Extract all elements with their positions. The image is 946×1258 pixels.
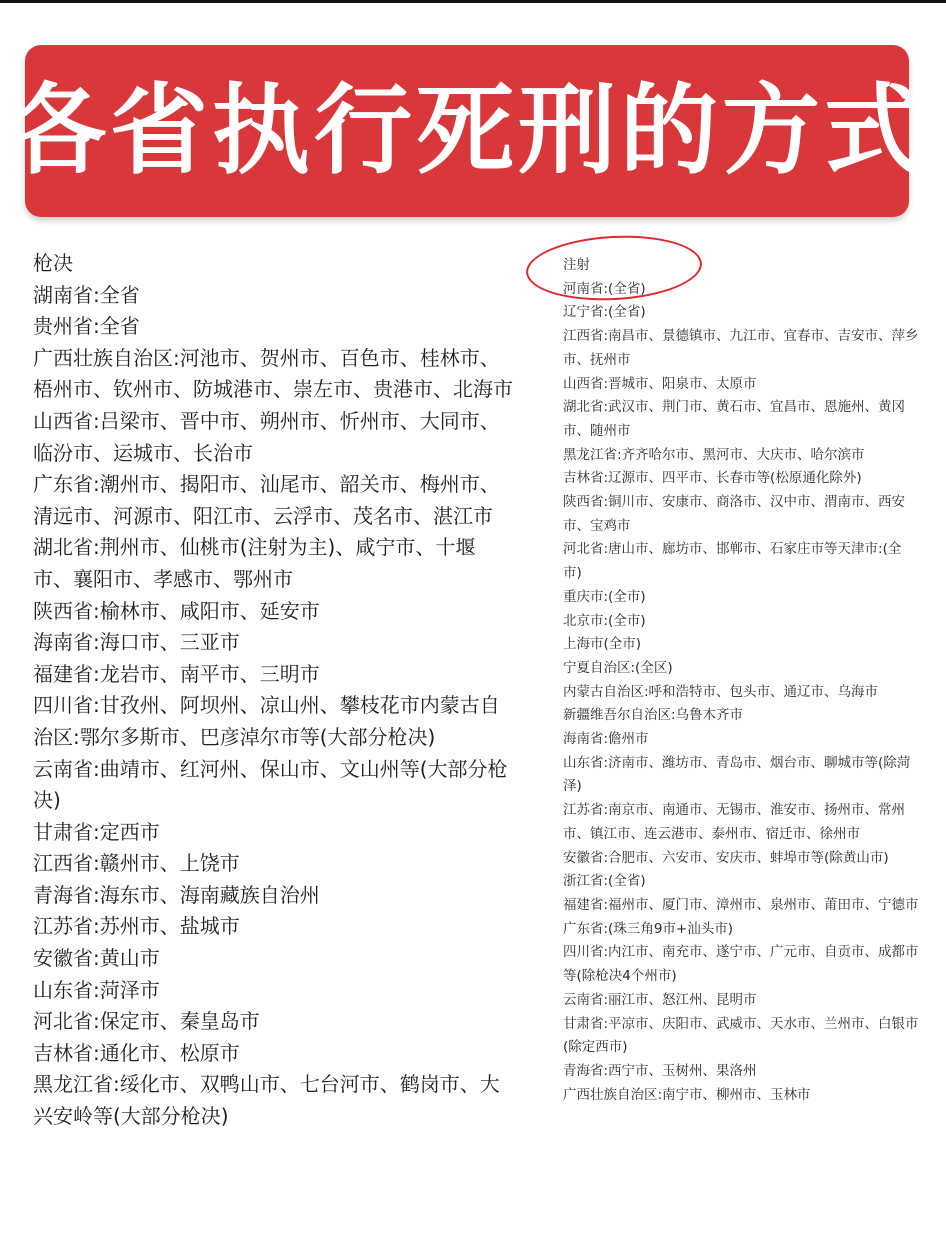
injection-list bbox=[563, 278, 919, 1108]
injection-entry: 河北省:唐山市、廊坊市、邯郸市、石家庄市等天津市:(全市) bbox=[563, 541, 902, 582]
firing-squad-entry: 江西省:赣州市、上饶市 bbox=[33, 851, 240, 876]
injection-entry: 北京市:(全市) bbox=[563, 612, 646, 629]
injection-entry: 山西省:晋城市、阳泉市、太原市 bbox=[563, 375, 757, 392]
title-banner bbox=[8, 45, 927, 217]
top-divider bbox=[0, 0, 946, 3]
injection-entry: 甘肃省:平凉市、庆阳市、武威市、天水市、兰州市、白银市(除定西市) bbox=[563, 1015, 919, 1056]
firing-squad-entry: 海南省:海口市、三亚市 bbox=[33, 630, 240, 655]
injection-entry: 湖北省:武汉市、荆门市、黄石市、宜昌市、恩施州、黄冈市、随州市 bbox=[563, 399, 906, 439]
firing-squad-entry: 湖南省:全省 bbox=[33, 282, 140, 307]
injection-entry: 上海市(全市) bbox=[563, 636, 642, 653]
injection-entry: 山东省:济南市、潍坊市、青岛市、烟台市、聊城市等(除菏泽) bbox=[563, 754, 911, 795]
injection-entry: 福建省:福州市、厦门市、漳州市、泉州市、莆田市、宁德市 bbox=[563, 896, 919, 913]
firing-squad-entry: 安徽省:黄山市 bbox=[33, 946, 160, 971]
injection-entry: 广西壮族自治区:南宁市、柳州市、玉林市 bbox=[563, 1086, 811, 1103]
injection-entry: 辽宁省:(全省) bbox=[563, 304, 646, 321]
injection-entry: 河南省:(全省) bbox=[563, 280, 646, 297]
firing-squad-entry: 云南省:曲靖市、红河州、保山市、文山州等(大部分枪决) bbox=[33, 756, 508, 813]
firing-squad-entry: 河北省:保定市、秦皇岛市 bbox=[33, 1009, 260, 1034]
firing-squad-entry: 贵州省:全省 bbox=[33, 314, 140, 339]
injection-entry: 江西省:南昌市、景德镇市、九江市、宜春市、吉安市、萍乡市、抚州市 bbox=[563, 328, 919, 368]
firing-squad-entry: 山东省:菏泽市 bbox=[33, 977, 160, 1002]
injection-entry: 吉林省:辽源市、四平市、长春市等(松原通化除外) bbox=[563, 470, 862, 487]
firing-squad-entry: 广东省:潮州市、揭阳市、汕尾市、韶关市、梅州市、清远市、河源市、阳江市、云浮市、茂名市、湛江市 bbox=[33, 472, 500, 528]
injection-entry: 新疆维吾尔自治区:乌鲁木齐市 bbox=[563, 707, 744, 724]
firing-squad-entry: 湖北省:荆州市、仙桃市(注射为主)、咸宁市、十堰市、襄阳市、孝感市、鄂州市 bbox=[33, 535, 476, 591]
injection-entry: 宁夏自治区:(全区) bbox=[563, 659, 673, 676]
injection-column bbox=[563, 254, 919, 1107]
firing-squad-entry: 青海省:海东市、海南藏族自治州 bbox=[33, 882, 320, 907]
firing-squad-entry: 黑龙江省:绥化市、双鸭山市、七台河市、鹤岗市、大兴安岭等(大部分枪决) bbox=[33, 1072, 500, 1129]
firing-squad-entry: 江苏省:苏州市、盐城市 bbox=[33, 914, 240, 939]
injection-entry: 海南省:儋州市 bbox=[563, 731, 649, 748]
injection-entry: 安徽省:合肥市、六安市、安庆市、蚌埠市等(除黄山市) bbox=[563, 849, 889, 866]
page-title: 各省执行死刑的方式 bbox=[8, 74, 927, 188]
injection-entry: 云南省:丽江市、怒江州、昆明市 bbox=[563, 991, 757, 1008]
firing-squad-entry: 陕西省:榆林市、咸阳市、延安市 bbox=[33, 598, 320, 623]
firing-squad-entry: 吉林省:通化市、松原市 bbox=[33, 1040, 240, 1065]
injection-entry: 江苏省:南京市、南通市、无锡市、淮安市、扬州市、常州市、镇江市、连云港市、泰州市、宿迁市、徐州市 bbox=[563, 802, 906, 842]
firing-squad-entry: 山西省:吕梁市、晋中市、朔州市、忻州市、大同市、临汾市、运城市、长治市 bbox=[33, 408, 500, 465]
injection-entry: 内蒙古自治区:呼和浩特市、包头市、通辽市、乌海市 bbox=[563, 683, 879, 700]
section-title-injection: 注射 bbox=[563, 257, 590, 273]
injection-entry: 浙江省:(全省) bbox=[563, 873, 646, 890]
firing-squad-entry: 福建省:龙岩市、南平市、三明市 bbox=[33, 661, 320, 686]
injection-entry: 青海省:西宁市、玉树州、果洛州 bbox=[563, 1062, 757, 1079]
injection-entry: 广东省:(珠三角9市+汕头市) bbox=[563, 920, 733, 937]
injection-entry: 黑龙江省:齐齐哈尔市、黑河市、大庆市、哈尔滨市 bbox=[563, 446, 865, 463]
firing-squad-column bbox=[33, 248, 513, 1133]
injection-entry: 重庆市:(全市) bbox=[563, 588, 646, 605]
firing-squad-entry: 广西壮族自治区:河池市、贺州市、百色市、桂林市、梧州市、钦州市、防城港市、崇左市、贵港市、北海市 bbox=[33, 345, 513, 402]
firing-squad-entry: 甘肃省:定西市 bbox=[33, 819, 160, 844]
section-title-firing-squad: 枪决 bbox=[33, 251, 73, 275]
firing-squad-list bbox=[33, 280, 513, 1133]
firing-squad-entry: 四川省:甘孜州、阿坝州、凉山州、攀枝花市内蒙古自治区:鄂尔多斯市、巴彦淖尔市等(大部分枪决) bbox=[33, 693, 500, 749]
injection-entry: 四川省:内江市、南充市、遂宁市、广元市、自贡市、成都市等(除枪决4个州市) bbox=[563, 944, 919, 985]
injection-entry: 陕西省:铜川市、安康市、商洛市、汉中市、渭南市、西安市、宝鸡市 bbox=[563, 494, 906, 534]
